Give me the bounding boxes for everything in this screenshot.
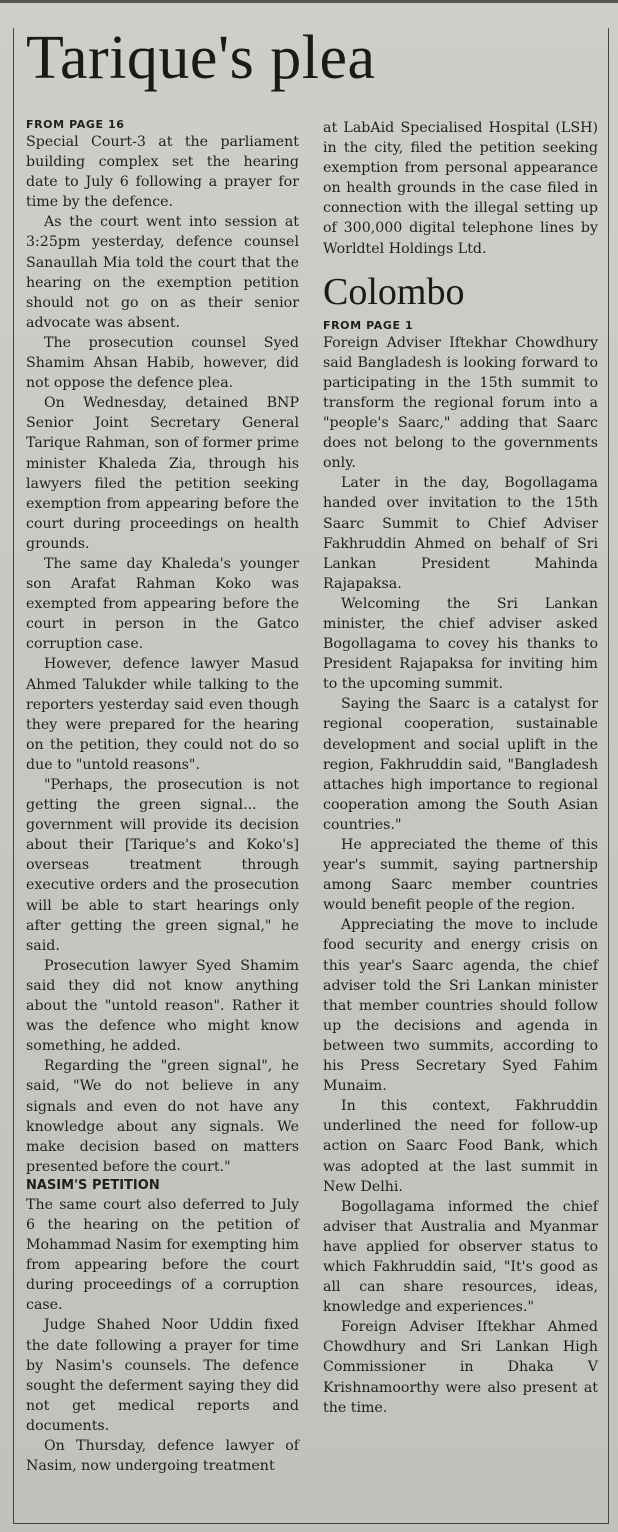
left-column [26, 118, 299, 1476]
story2-paragraph: Foreign Adviser Iftekhar Ahmed Chowdhury and Sri Lankan High Commissioner in Dhaka V Krishnamoorthy were also present at the time. [323, 1319, 598, 1416]
story2-paragraph: Later in the day, Bogollagama handed over invitation to the 15th Saarc Summit to Chief Adviser Fakhruddin Ahmed on behalf of Sri Lankan President Mahinda Rajapaksa. [323, 475, 598, 592]
story1-paragraph: Regarding the "green signal", he said, "We do not believe in any signals and even do not have any knowledge about any signals. We make decision based on matters presented before the court." [26, 1058, 299, 1175]
story1-paragraph: On Thursday, defence lawyer of Nasim, now undergoing treatment [26, 1438, 299, 1475]
right-column-rule [608, 28, 609, 1524]
story1-paragraph: As the court went into session at 3:25pm yesterday, defence counsel Sanaullah Mia told the court that the hearing on the exemption petition should not go on as their senior advocate was absent. [26, 214, 299, 331]
story2-paragraph: Saying the Saarc is a catalyst for regional cooperation, sustainable development and social uplift in the region, Fakhruddin said, "Bangladesh attaches high importance to regional cooperation among the South Asian countries." [323, 696, 598, 833]
story2-kicker: FROM PAGE 1 [323, 318, 414, 332]
story1-paragraph: The same day Khaleda's younger son Arafat Rahman Koko was exempted from appearing before the court in person in the Gatco corruption case. [26, 555, 299, 653]
story1-paragraph: However, defence lawyer Masud Ahmed Talukder while talking to the reporters yesterday said even though they were prepared for the hearing on the petition, they could not do so due to "untold reasons". [26, 656, 299, 773]
left-column-rule [13, 28, 14, 1524]
story1-paragraph: "Perhaps, the prosecution is not getting the green signal... the government will provide its decision about their [Tarique's and Koko's] overseas treatment through executive orders and the prosecution will be able to start hearings only after getting the green signal," he said. [26, 777, 299, 954]
story2-paragraph: In this context, Fakhruddin underlined the need for follow-up action on Saarc Food Bank, which was adopted at the last summit in New Delhi. [323, 1098, 598, 1195]
story1-paragraph: On Wednesday, detained BNP Senior Joint Secretary General Tarique Rahman, son of former prime minister Khaleda Zia, through his lawyers filed the petition seeking exemption from appearing before the court during proceedings on health grounds. [26, 395, 299, 552]
story1-paragraph: Judge Shahed Noor Uddin fixed the date following a prayer for time by Nasim's counsels. The defence sought the deferment saying they did not get medical reports and documents. [26, 1317, 299, 1434]
story1-paragraph: The prosecution counsel Syed Shamim Ahsan Habib, however, did not oppose the defence plea. [26, 334, 299, 392]
story1-paragraph: Special Court-3 at the parliament building complex set the hearing date to July 6 following a prayer for time by the defence. [26, 134, 299, 211]
story1-continuation: at LabAid Specialised Hospital (LSH) in the city, filed the petition seeking exemption from personal appearance on health grounds in the case filed in connection with the illegal setting up of 300,000 digital telephone lines by Worldtel Holdings Ltd. [323, 120, 598, 257]
story2-headline: Colombo [323, 270, 465, 313]
story1-paragraph: The same court also deferred to July 6 the hearing on the petition of Mohammad Nasim for exempting him from appearing before the court during proceedings of a corruption case. [26, 1196, 299, 1314]
story1-headline: Tarique's plea [26, 24, 376, 92]
story2-paragraph: Foreign Adviser Iftekhar Chowdhury said Bangladesh is looking forward to participating in the 15th summit to transform the regional forum into a "people's Saarc," adding that Saarc does not belong to the governments only. [323, 334, 598, 472]
story1-subhead: NASIM'S PETITION [26, 1177, 160, 1193]
bottom-rule [13, 1523, 609, 1524]
story2-paragraph: Welcoming the Sri Lankan minister, the chief adviser asked Bogollagama to covey his thanks to President Rajapaksa for inviting him to the upcoming summit. [323, 595, 598, 693]
story2-paragraph: Appreciating the move to include food security and energy crisis on this year's Saarc agenda, the chief adviser told the Sri Lankan minister that member countries should follow up the decisions and agenda in between two summits, according to his Press Secretary Syed Fahim Munaim. [323, 917, 598, 1095]
story2-paragraph: Bogollagama informed the chief adviser that Australia and Myanmar have applied for observer status to which Fakhruddin said, "It's good as all can share resources, ideas, knowledge and experiences." [323, 1198, 598, 1316]
story1-paragraph: Prosecution lawyer Syed Shamim said they did not know anything about the "untold reason". Rather it was the defence who might know something, he added. [26, 957, 299, 1055]
story2-paragraph: He appreciated the theme of this year's summit, saying partnership among Saarc member countries would benefit people of the region. [323, 837, 598, 914]
top-rule [0, 0, 618, 3]
right-column [323, 118, 598, 1418]
story1-kicker: FROM PAGE 16 [26, 118, 125, 131]
